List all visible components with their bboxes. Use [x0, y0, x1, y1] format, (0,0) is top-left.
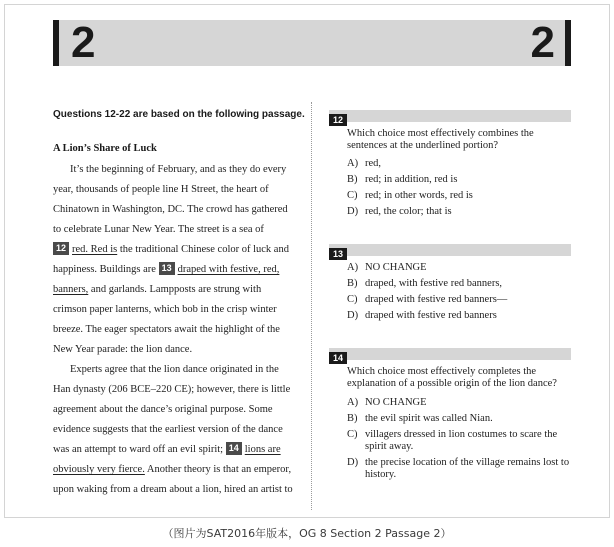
- line-text: and garlands. Lampposts are strung with: [88, 284, 262, 295]
- option-text: red; in addition, red is: [365, 174, 458, 185]
- option-text: red, the color; that is: [365, 206, 452, 217]
- passage-line: Han dynasty (206 BCE–220 CE); however, there is little: [53, 384, 291, 395]
- option-letter: A): [347, 262, 359, 273]
- passage-body: [53, 160, 303, 500]
- line-text: Another theory is that an emperor,: [144, 464, 292, 475]
- option-letter: A): [347, 397, 359, 408]
- underlined-portion-13-cont: banners,: [53, 284, 89, 295]
- section-number-right: 2: [530, 18, 555, 67]
- answer-option-13d[interactable]: [347, 310, 571, 322]
- prompt-line: sentences at the underlined portion?: [347, 140, 499, 151]
- passage-line: to celebrate Lunar New Year. The street is a sea of: [53, 224, 264, 235]
- passage-line: upon waking from a dream about a lion, hired an artist to: [53, 484, 293, 495]
- question-number-14: 14: [329, 352, 347, 364]
- question-number-12: 12: [329, 114, 347, 126]
- option-text: draped with festive red banners: [365, 310, 497, 321]
- option-letter: C): [347, 190, 358, 201]
- passage-intro: Questions 12-22 are based on the following passage.: [53, 109, 305, 120]
- passage-line: crimson paper lanterns, which bob in the crisp winter: [53, 304, 277, 315]
- answer-option-14d[interactable]: [347, 457, 571, 481]
- image-caption: （图片为SAT2016年版本，OG 8 Section 2 Passage 2）: [162, 527, 452, 540]
- answer-option-14b[interactable]: [347, 413, 571, 425]
- line-text: happiness. Buildings are: [53, 264, 159, 275]
- answer-option-12c[interactable]: [347, 190, 571, 202]
- option-letter: B): [347, 174, 358, 185]
- passage-line: [53, 440, 303, 460]
- option-text-cont: history.: [365, 469, 397, 480]
- passage-line: Experts agree that the lion dance originated in the: [70, 364, 279, 375]
- option-letter: D): [347, 310, 359, 321]
- answer-option-14a[interactable]: [347, 397, 571, 409]
- passage-line: Chinatown in Washington, DC. The crowd has gathered: [53, 204, 288, 215]
- passage-line: New Year parade: the lion dance.: [53, 344, 193, 355]
- option-letter: D): [347, 457, 359, 468]
- section-number-left: 2: [71, 18, 96, 67]
- banner-right-bar: [565, 20, 571, 66]
- option-text: the precise location of the village remains lost to: [365, 457, 570, 468]
- passage-line: evidence suggests that the earliest version of the dance: [53, 424, 283, 435]
- prompt-line: Which choice most effectively completes the: [347, 366, 537, 377]
- passage-line: [53, 240, 303, 260]
- question-header-14: [329, 348, 571, 363]
- line-text: the traditional Chinese color of luck and: [117, 244, 289, 255]
- option-letter: B): [347, 413, 358, 424]
- line-text: was an attempt to ward off an evil spirit;: [53, 444, 226, 455]
- underlined-portion-14-cont: obviously very fierce.: [53, 464, 145, 475]
- question-header-12: [329, 110, 571, 125]
- option-text: red; in other words, red is: [365, 190, 473, 201]
- option-letter: B): [347, 278, 358, 289]
- passage-line: It’s the beginning of February, and as they do every: [70, 164, 287, 175]
- answer-option-12a[interactable]: [347, 158, 571, 170]
- option-letter: C): [347, 294, 358, 305]
- option-text: the evil spirit was called Nian.: [365, 413, 493, 424]
- underlined-portion-13: draped with festive, red,: [177, 264, 280, 275]
- underlined-portion-14: lions are: [244, 444, 281, 455]
- section-banner: [53, 20, 571, 66]
- question-marker-13[interactable]: 13: [159, 262, 175, 275]
- passage-line: agreement about the dance’s original purpose. Some: [53, 404, 273, 415]
- option-text: villagers dressed in lion costumes to scare the: [365, 429, 558, 440]
- option-letter: D): [347, 206, 359, 217]
- passage-line: [53, 460, 303, 480]
- option-text: draped with festive red banners—: [365, 294, 508, 305]
- passage-line: year, thousands of people line H Street, the heart of: [53, 184, 269, 195]
- option-text: red,: [365, 158, 382, 169]
- passage-title: A Lion’s Share of Luck: [53, 143, 157, 154]
- answer-option-13a[interactable]: [347, 262, 571, 274]
- option-text: draped, with festive red banners,: [365, 278, 503, 289]
- banner-left-bar: [53, 20, 59, 66]
- prompt-line: Which choice most effectively combines the: [347, 128, 534, 139]
- prompt-line: explanation of a possible origin of the lion dance?: [347, 378, 557, 389]
- underlined-portion-12: red. Red is: [72, 244, 118, 255]
- question-prompt-14: [347, 366, 571, 390]
- option-letter: C): [347, 429, 358, 440]
- answer-option-13c[interactable]: [347, 294, 571, 306]
- question-marker-12[interactable]: 12: [53, 242, 69, 255]
- question-number-13: 13: [329, 248, 347, 260]
- question-header-13: [329, 244, 571, 259]
- question-marker-14[interactable]: 14: [226, 442, 242, 455]
- option-text-cont: spirit away.: [365, 441, 414, 452]
- question-prompt-12: [347, 128, 571, 152]
- passage-line: [53, 280, 303, 300]
- answer-option-12d[interactable]: [347, 206, 571, 218]
- answer-option-13b[interactable]: [347, 278, 571, 290]
- column-divider: [311, 102, 312, 510]
- option-letter: A): [347, 158, 359, 169]
- answer-option-12b[interactable]: [347, 174, 571, 186]
- option-text: NO CHANGE: [365, 262, 427, 273]
- option-text: NO CHANGE: [365, 397, 427, 408]
- answer-option-14c[interactable]: [347, 429, 571, 453]
- passage-line: breeze. The eager spectators await the highlight of the: [53, 324, 280, 335]
- passage-line: [53, 260, 303, 280]
